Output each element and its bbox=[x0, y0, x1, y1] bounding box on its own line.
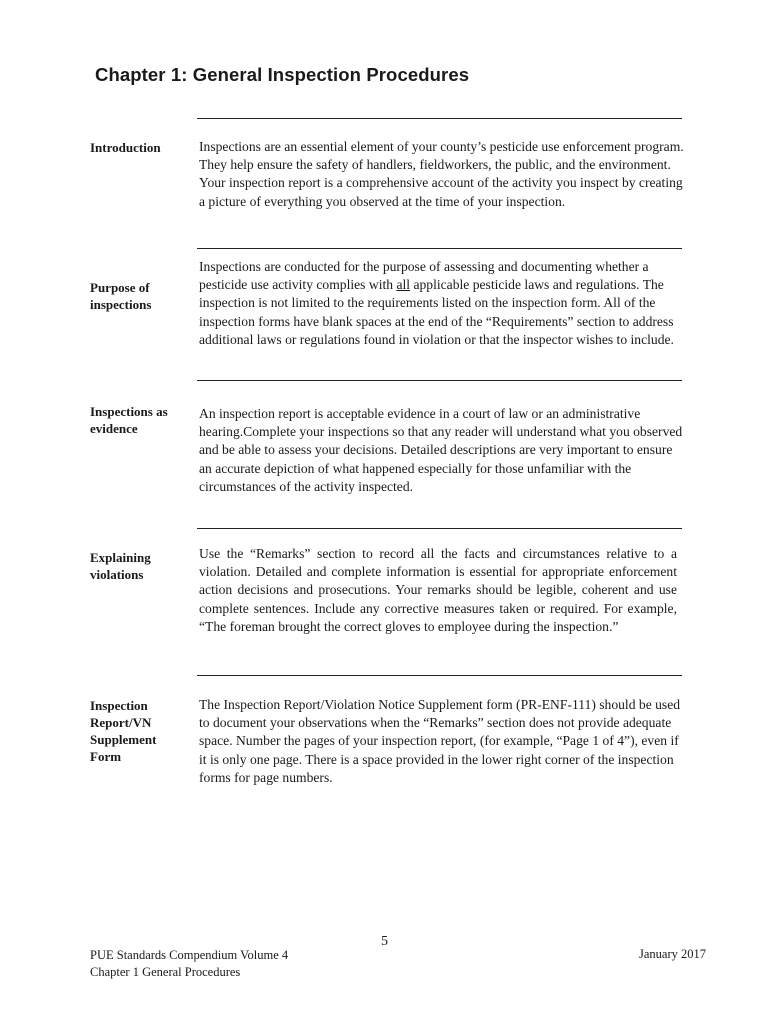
purpose-text-before: Inspections are conducted for the purpose of assessing and documenting whether a pesticide use activity complies with bbox=[199, 259, 649, 293]
section-divider bbox=[197, 248, 682, 249]
section-divider bbox=[197, 380, 682, 381]
page-number: 5 bbox=[381, 934, 388, 949]
section-divider bbox=[197, 675, 682, 676]
section-divider bbox=[197, 528, 682, 529]
footer-chapter-title: Chapter 1 General Procedures bbox=[90, 965, 241, 979]
section-divider bbox=[197, 118, 682, 119]
section-heading-supplement-form: Inspection Report/VN Supplement Form bbox=[90, 698, 157, 764]
page-title: Chapter 1: General Inspection Procedures bbox=[95, 64, 470, 85]
section-body-purpose bbox=[199, 258, 685, 349]
section-heading-purpose: Purpose of inspections bbox=[90, 280, 152, 312]
section-heading-violations: Explaining violations bbox=[90, 550, 151, 582]
footer-document-title: PUE Standards Compendium Volume 4 bbox=[90, 948, 289, 962]
section-heading-evidence: Inspections as evidence bbox=[90, 404, 168, 436]
footer-date: January 2017 bbox=[639, 947, 706, 961]
purpose-text-after: applicable pesticide laws and regulations. The inspection is not limited to the requirements listed on the inspection form. All of the inspection forms have blank spaces at the end of the “Requirements” section to address additional laws or regulations found in violation or that the inspector wishes to include. bbox=[199, 277, 674, 347]
section-heading-introduction: Introduction bbox=[90, 140, 161, 155]
section-body-supplement-form: The Inspection Report/Violation Notice Supplement form (PR-ENF-111) should be used to document your observations when the “Remarks” section does not provide adequate space. Number the pages of your inspection report, (for example, “Page 1 of 4”), even if it is only one page. There is a space provided in the lower right corner of the inspection forms for page numbers. bbox=[199, 697, 681, 785]
purpose-text-underlined: all bbox=[396, 277, 411, 293]
footer-left bbox=[90, 947, 288, 981]
section-body-evidence: An inspection report is acceptable evidence in a court of law or an administrative hearing.Complete your inspections so that any reader will understand what you observed and be able to assess your decisions. Detailed descriptions are very important to ensure an accurate depiction of what happened especially for those unfamiliar with the circumstances of the activity inspected. bbox=[199, 406, 683, 494]
section-body-violations: Use the “Remarks” section to record all the facts and circumstances relative to a violation. Detailed and complete information is essential for appropriate enforcement action decisions and prosecutions. Your remarks should be legible, coherent and use complete sentences. Include any corrective measures taken or required. For example, “The foreman brought the correct gloves to employee during the inspection.” bbox=[199, 546, 677, 634]
section-body-introduction: Inspections are an essential element of your county’s pesticide use enforcement program. They help ensure the safety of handlers, fieldworkers, the public, and the environment. Your inspection report is a comprehensive account of the activity you inspect by creating a picture of everything you observed at the time of your inspection. bbox=[199, 139, 684, 209]
